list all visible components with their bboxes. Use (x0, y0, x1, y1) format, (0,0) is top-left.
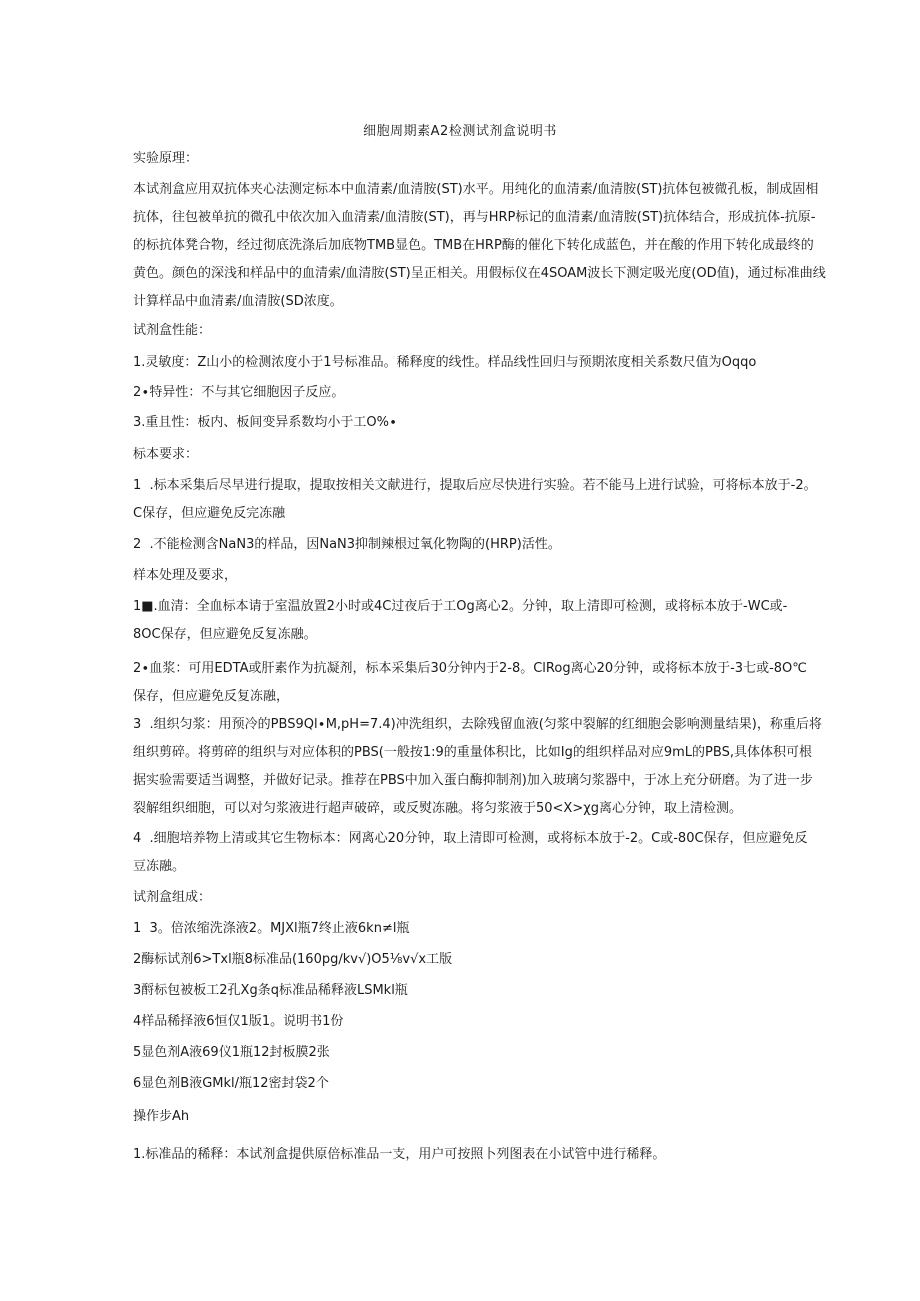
paragraph-line: 抗体，往包被单抗的微孔中依次加入血清素/血清胺(ST)，再与HRP标记的血清素/血清胺(ST)抗体结合，形成抗体-抗原- (133, 210, 816, 225)
list-item: 2酶标试剂6>Txl瓶8标准品(160pg∕kv√)O5⅛v√x工版 (133, 952, 453, 967)
paragraph-line: 的标抗体凳合物，经过彻底洗涤后加底物TMB显色。TMB在HRP酶的催化下转化成蓝色，并在酸的作用下转化成最终的 (133, 238, 814, 253)
paragraph-line: 本试剂盒应用双抗体夹心法测定标本中血清素/血清胺(ST)水平。用纯化的血清素/血清胺(ST)抗体包被微孔板，制成固相 (133, 182, 819, 197)
list-item-continued: C保存，但应避免反完冻融 (133, 506, 286, 521)
list-item: 1.灵敏度：Z山小的检测浓度小于1号标准品。稀释度的线性。样品线性回归与预期浓度相关系数尺值为Oqqo (133, 355, 757, 370)
list-item: 4 .细胞培养物上清或其它生物标本：网离心20分钟，取上清即可检测，或将标本放于-2。C或-80C保存，但应避免反 (133, 831, 808, 846)
document-title: 细胞周期素A2检测试剂盒说明书 (363, 124, 557, 139)
list-item: 1■.血清：全血标本请于室温放置2小时或4C过夜后于工Og离心2。分钟，取上清即可检测，或将标本放于-WC或- (133, 599, 788, 614)
list-item: 6显色剂B液GMkl/瓶12密封袋2个 (133, 1076, 329, 1091)
list-item-continued: 组织剪碎。将剪碎的组织与对应体积的PBS(一般按1:9的重量体积比，比如Ig的组织样品对应9mL的PBS,具体体积可根 (133, 745, 812, 760)
list-item: 4样品稀择液6恒仅1版1。说明书1份 (133, 1014, 344, 1029)
section-heading-kit-components: 试剂盒组成： (133, 890, 212, 905)
list-item: 3酹标包被板工2孔Xg条q标准品稀释液LSMkl瓶 (133, 983, 408, 998)
list-item-continued: 保存，但应避免反复冻融， (133, 689, 290, 704)
list-item: 5显色剂A液69仪1瓶12封板膜2张 (133, 1045, 330, 1060)
list-item: 1.标准品的稀释：本试剂盒提供原倍标准品一支，用户可按照卜列图表在小试管中进行稀释。 (133, 1147, 666, 1162)
list-item: 2 .不能检测含NaN3的样品，因NaN3抑制辣根过氧化物陶的(HRP)活性。 (133, 537, 561, 552)
list-item-continued: 豆冻融。 (133, 859, 186, 874)
list-item-continued: 裂解组织细胞，可以对匀浆液进行超声破碎，或反熨冻融。将匀浆液于50<X>χg离心分钟，取上清检测。 (133, 801, 742, 816)
list-item-continued: 8OC保存，但应避免反复冻融。 (133, 627, 317, 642)
list-item: 2∙特异性：不与其它细胞因子反应。 (133, 385, 345, 400)
section-heading-principle: 实验原理： (133, 151, 199, 166)
section-heading-procedure: 操作步Ah (133, 1109, 190, 1124)
list-item-continued: 据实验需要适当调整，并做好记录。推荐在PBS中加入蛋白酶抑制剂)加入玻璃匀浆器中，于冰上充分研磨。为了进一步 (133, 773, 813, 788)
list-item: 1 3。倍浓缩洗涤液2。MJXl瓶7终止液6kn≠l瓶 (133, 921, 410, 936)
paragraph-line: 计算样品中血清素/血清胺(SD浓度。 (133, 294, 343, 309)
section-heading-performance: 试剂盒性能： (133, 323, 212, 338)
list-item: 2∙血浆：可用EDTA或肝素作为抗凝剂，标本采集后30分钟内于2-8。ClRog离心20分钟，或将标本放于-3七或-8O℃ (133, 661, 807, 676)
section-heading-sample-processing: 样本处理及要求， (133, 568, 238, 583)
list-item: 3 .组织匀浆：用预冷的PBS9Ql∙M,pH=7.4)冲洗组织，去除残留血液(匀浆中裂解的红细胞会影响测量结果)，称重后将 (133, 717, 822, 732)
section-heading-specimen: 标本要求： (133, 447, 199, 462)
list-item: 1 .标本采集后尽早进行提取，提取按相关文献进行，提取后应尽快进行实验。若不能马上进行试验，可将标本放于-2。 (133, 478, 817, 493)
list-item: 3.重且性：板内、板间变异系数均小于工O%∙ (133, 415, 398, 430)
paragraph-line: 黄色。颜色的深浅和样品中的血清索/血清胺(ST)呈正相关。用假标仪在4SOAM波长下测定吸光度(OD值)，通过标准曲线 (133, 266, 826, 281)
